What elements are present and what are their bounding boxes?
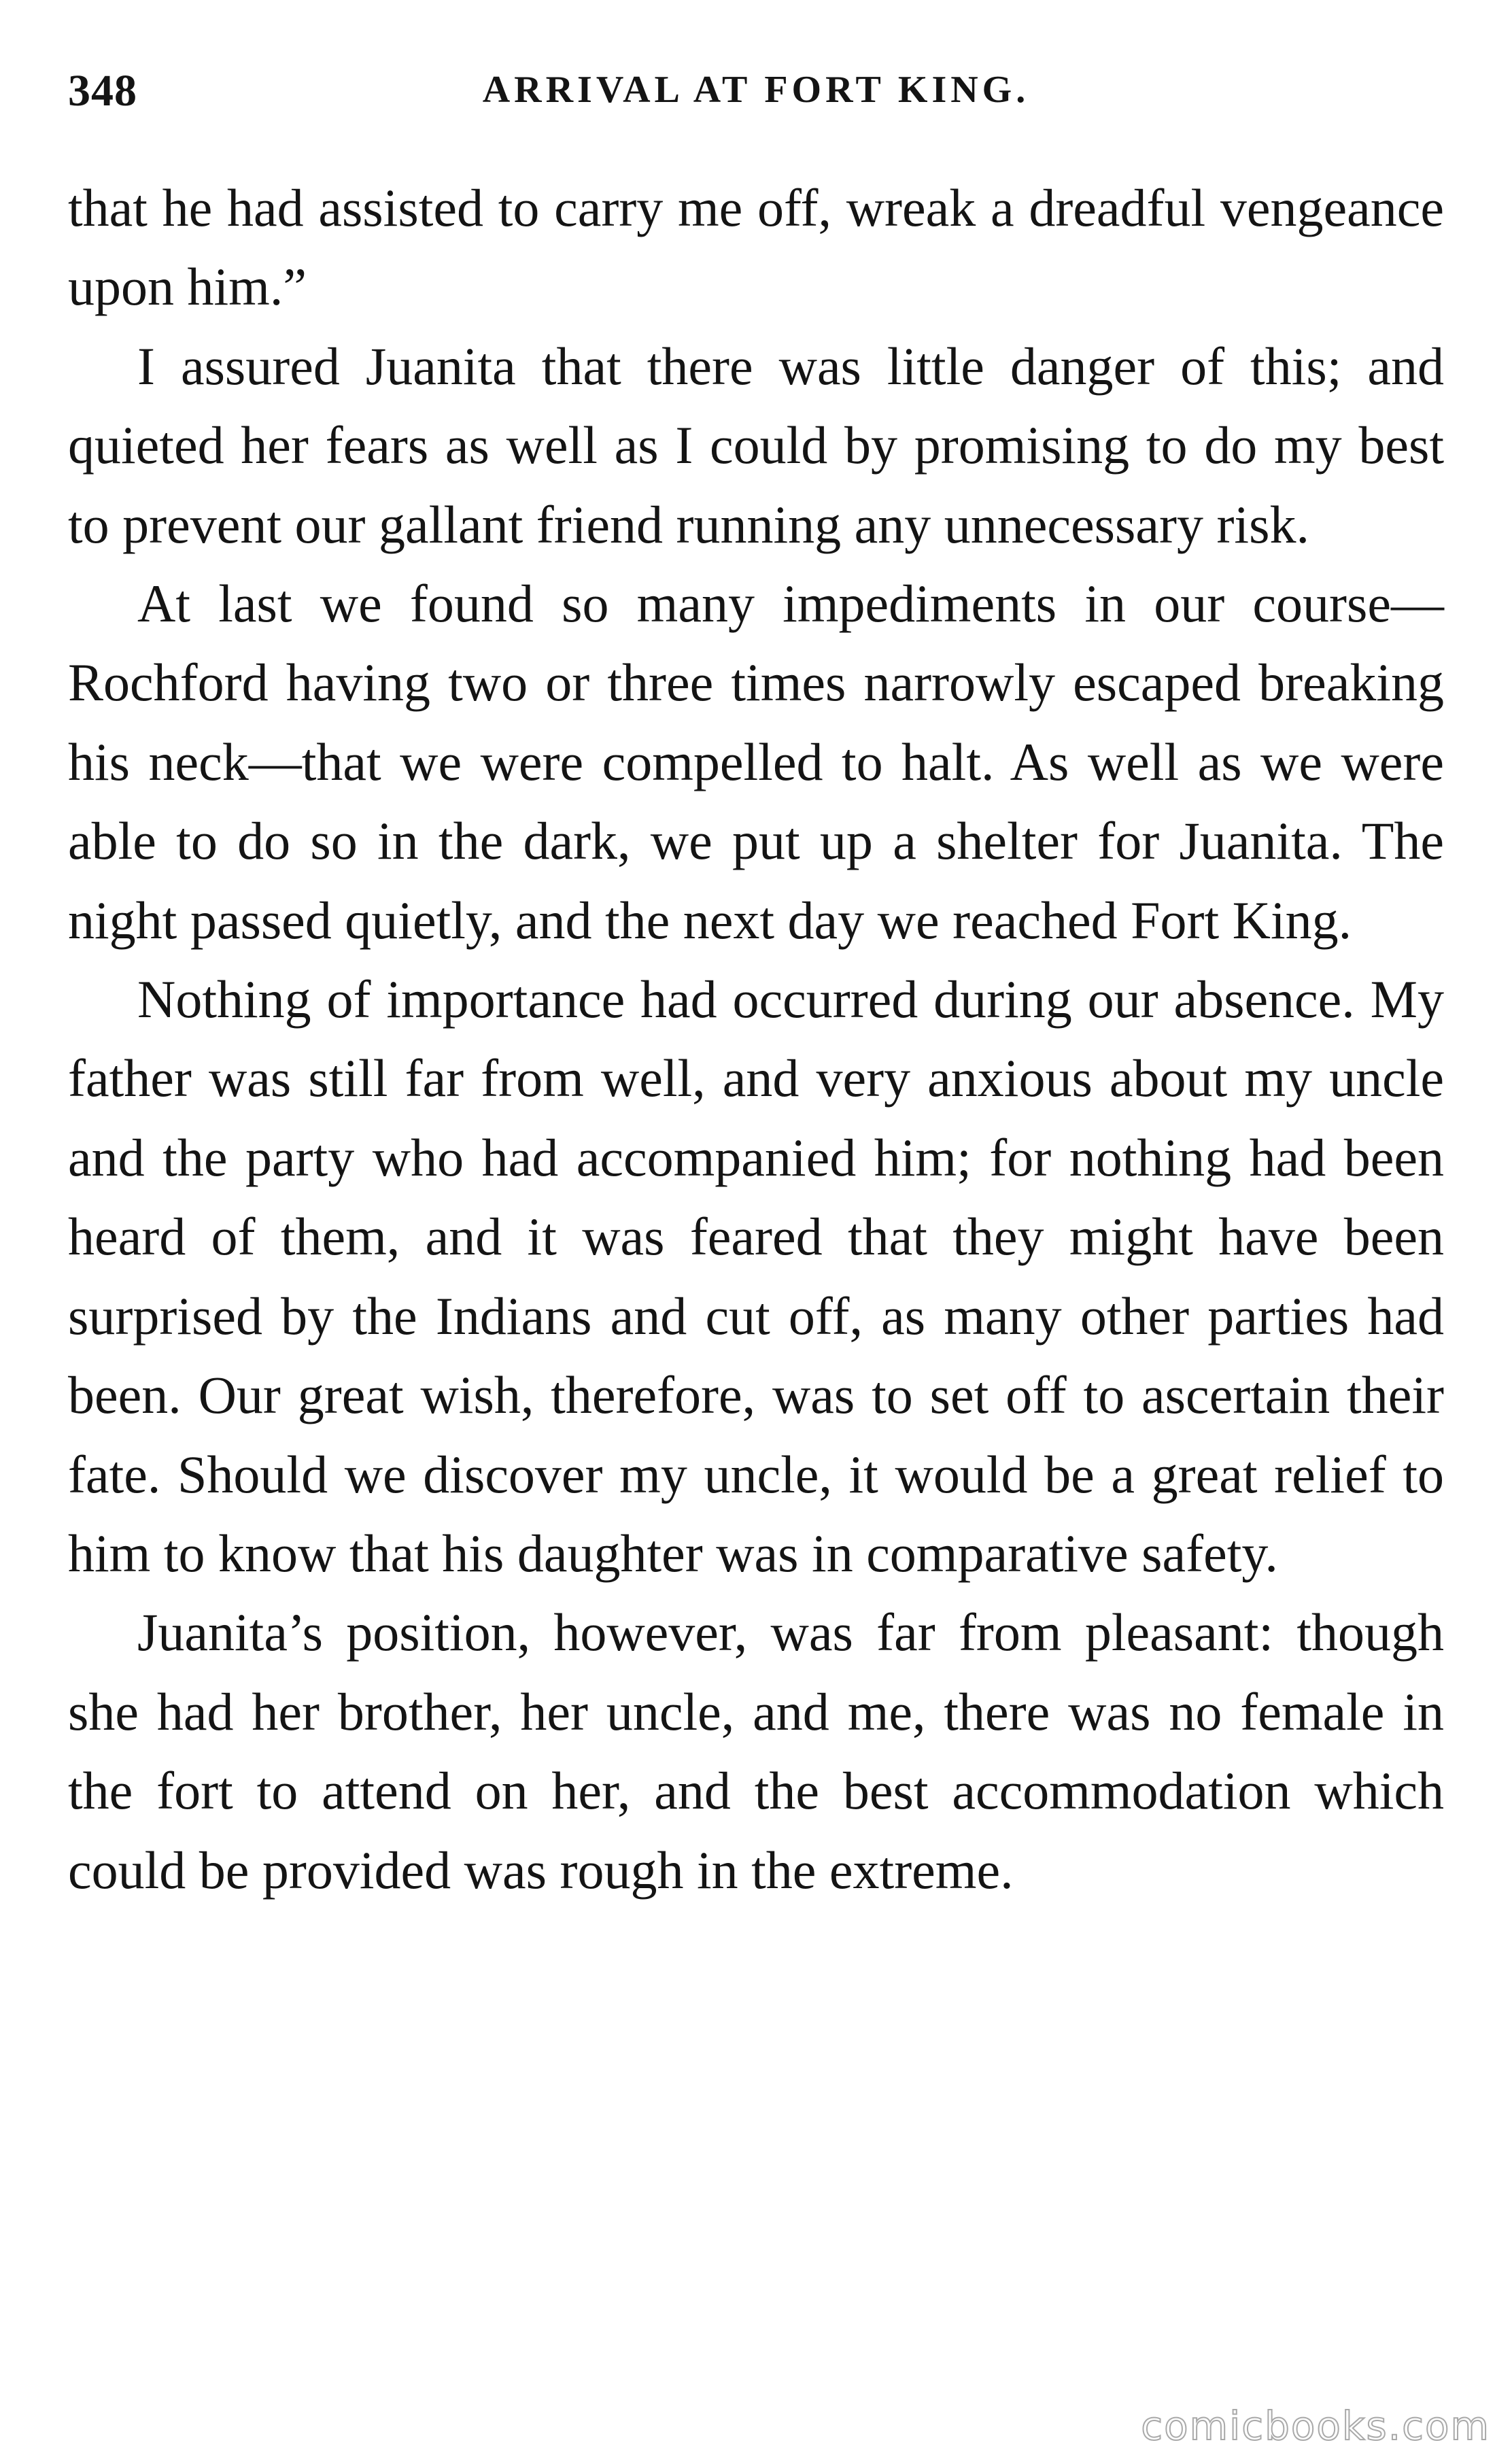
- body-text: [68, 169, 1444, 1910]
- paragraph-continued: that he had assisted to carry me off, wreak a dreadful vengeance upon him.”: [68, 178, 1444, 317]
- page-header: [68, 65, 1444, 120]
- watermark: comicbooks.com: [1141, 2403, 1490, 2449]
- paragraph: I assured Juanita that there was little danger of this; and quieted her fears as well as I could by promising to do my best to prevent our gallant friend running any unnecessary risk.: [68, 336, 1444, 554]
- running-head: ARRIVAL AT FORT KING.: [482, 69, 1030, 111]
- page-number: 348: [68, 66, 137, 116]
- paragraph: At last we found so many impediments in our course—Rochford having two or three times narrowly escaped breaking his neck—that we were compelled to halt. As well as we were able to do so in the dark, we put up a shelter for Juanita. The night passed quietly, and the next day we reached Fort King.: [68, 574, 1444, 950]
- paragraph: Juanita’s position, however, was far from pleasant: though she had her brother, her uncle, and me, there was no female in the fort to attend on her, and the best accommodation which could be provided was rough in the extreme.: [68, 1603, 1444, 1900]
- paragraph: Nothing of importance had occurred during our absence. My father was still far from well, and very anxious about my uncle and the party who had accompanied him; for nothing had been heard of them, and it was feared that they might have been surprised by the Indians and cut off, as many other parties had been. Our great wish, therefore, was to set off to ascertain their fate. Should we discover my uncle, it would be a great relief to him to know that his daughter was in comparative safety.: [68, 970, 1444, 1583]
